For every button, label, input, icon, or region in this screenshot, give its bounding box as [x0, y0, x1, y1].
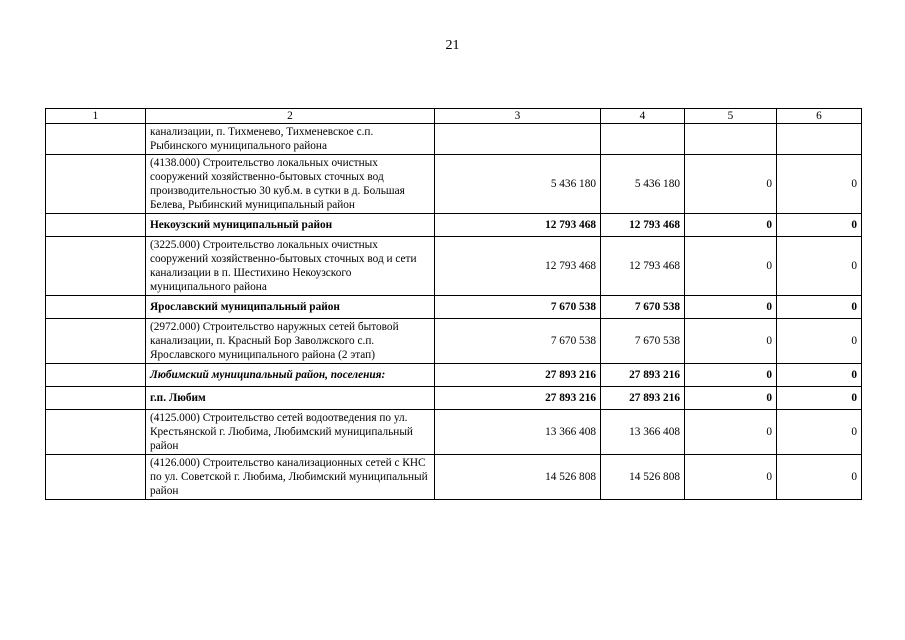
row-description: канализации, п. Тихменево, Тихменевское с.п. Рыбинского муниципального района: [146, 124, 435, 155]
row-description: Ярославский муниципальный район: [146, 296, 435, 319]
row-value-col4: 27 893 216: [601, 387, 685, 410]
row-value-col3: 12 793 468: [435, 214, 601, 237]
row-value-col3: 27 893 216: [435, 364, 601, 387]
row-description: (3225.000) Строительство локальных очистных сооружений хозяйственно-бытовых сточных вод и сети канализации в п. Шестихино Некоузского муниципального района: [146, 237, 435, 296]
row-value-col5: 0: [685, 319, 777, 364]
header-cell: 1: [46, 109, 146, 124]
row-value-col4: 13 366 408: [601, 410, 685, 455]
row-value-col4: 27 893 216: [601, 364, 685, 387]
table-row: [46, 387, 862, 410]
table-row: [46, 296, 862, 319]
table-row: [46, 410, 862, 455]
row-value-col6: 0: [777, 296, 862, 319]
row-value-col5: 0: [685, 410, 777, 455]
row-description: (4126.000) Строительство канализационных сетей с КНС по ул. Советской г. Любима, Любимский муниципальный район: [146, 455, 435, 500]
row-value-col5: 0: [685, 455, 777, 500]
row-value-col6: 0: [777, 387, 862, 410]
row-value-col6: 0: [777, 455, 862, 500]
row-index-cell: [46, 364, 146, 387]
row-index-cell: [46, 237, 146, 296]
row-value-col5: 0: [685, 296, 777, 319]
row-index-cell: [46, 296, 146, 319]
row-description: (4125.000) Строительство сетей водоотведения по ул. Крестьянской г. Любима, Любимский муниципальный район: [146, 410, 435, 455]
table-row: [46, 237, 862, 296]
row-value-col6: 0: [777, 214, 862, 237]
header-cell: 4: [601, 109, 685, 124]
table-row: [46, 319, 862, 364]
row-value-col5: 0: [685, 364, 777, 387]
row-value-col4: 7 670 538: [601, 319, 685, 364]
row-index-cell: [46, 455, 146, 500]
row-value-col4: 7 670 538: [601, 296, 685, 319]
row-value-col4: 5 436 180: [601, 155, 685, 214]
row-value-col6: 0: [777, 410, 862, 455]
row-description: (4138.000) Строительство локальных очистных сооружений хозяйственно-бытовых сточных вод производительностью 30 куб.м. в сутки в д. Большая Белева, Рыбинский муниципальный район: [146, 155, 435, 214]
row-value-col3: 13 366 408: [435, 410, 601, 455]
row-value-col5: 0: [685, 214, 777, 237]
row-value-col4: 12 793 468: [601, 237, 685, 296]
row-value-col3: 7 670 538: [435, 296, 601, 319]
header-cell: 2: [146, 109, 435, 124]
budget-table: [45, 108, 862, 500]
row-value-col4: [601, 124, 685, 155]
table-row: [46, 455, 862, 500]
row-index-cell: [46, 124, 146, 155]
row-index-cell: [46, 155, 146, 214]
row-value-col5: 0: [685, 237, 777, 296]
row-value-col5: 0: [685, 155, 777, 214]
row-value-col3: 27 893 216: [435, 387, 601, 410]
table-header-row: [46, 109, 862, 124]
row-value-col3: 5 436 180: [435, 155, 601, 214]
header-cell: 5: [685, 109, 777, 124]
row-value-col5: [685, 124, 777, 155]
page-number: 21: [445, 38, 460, 53]
row-value-col6: 0: [777, 364, 862, 387]
row-value-col3: 14 526 808: [435, 455, 601, 500]
table-row: [46, 214, 862, 237]
header-cell: 6: [777, 109, 862, 124]
row-index-cell: [46, 410, 146, 455]
table-row: [46, 364, 862, 387]
row-value-col4: 14 526 808: [601, 455, 685, 500]
table-row: [46, 124, 862, 155]
row-value-col6: 0: [777, 155, 862, 214]
row-index-cell: [46, 319, 146, 364]
row-index-cell: [46, 387, 146, 410]
row-value-col5: 0: [685, 387, 777, 410]
row-description: г.п. Любим: [146, 387, 435, 410]
row-value-col6: [777, 124, 862, 155]
table-row: [46, 155, 862, 214]
row-value-col3: [435, 124, 601, 155]
row-value-col6: 0: [777, 237, 862, 296]
row-value-col3: 7 670 538: [435, 319, 601, 364]
row-index-cell: [46, 214, 146, 237]
row-description: Любимский муниципальный район, поселения:: [146, 364, 435, 387]
row-value-col6: 0: [777, 319, 862, 364]
row-value-col3: 12 793 468: [435, 237, 601, 296]
row-value-col4: 12 793 468: [601, 214, 685, 237]
header-cell: 3: [435, 109, 601, 124]
row-description: (2972.000) Строительство наружных сетей бытовой канализации, п. Красный Бор Заволжского с.п. Ярославского муниципального района (2 этап): [146, 319, 435, 364]
row-description: Некоузский муниципальный район: [146, 214, 435, 237]
